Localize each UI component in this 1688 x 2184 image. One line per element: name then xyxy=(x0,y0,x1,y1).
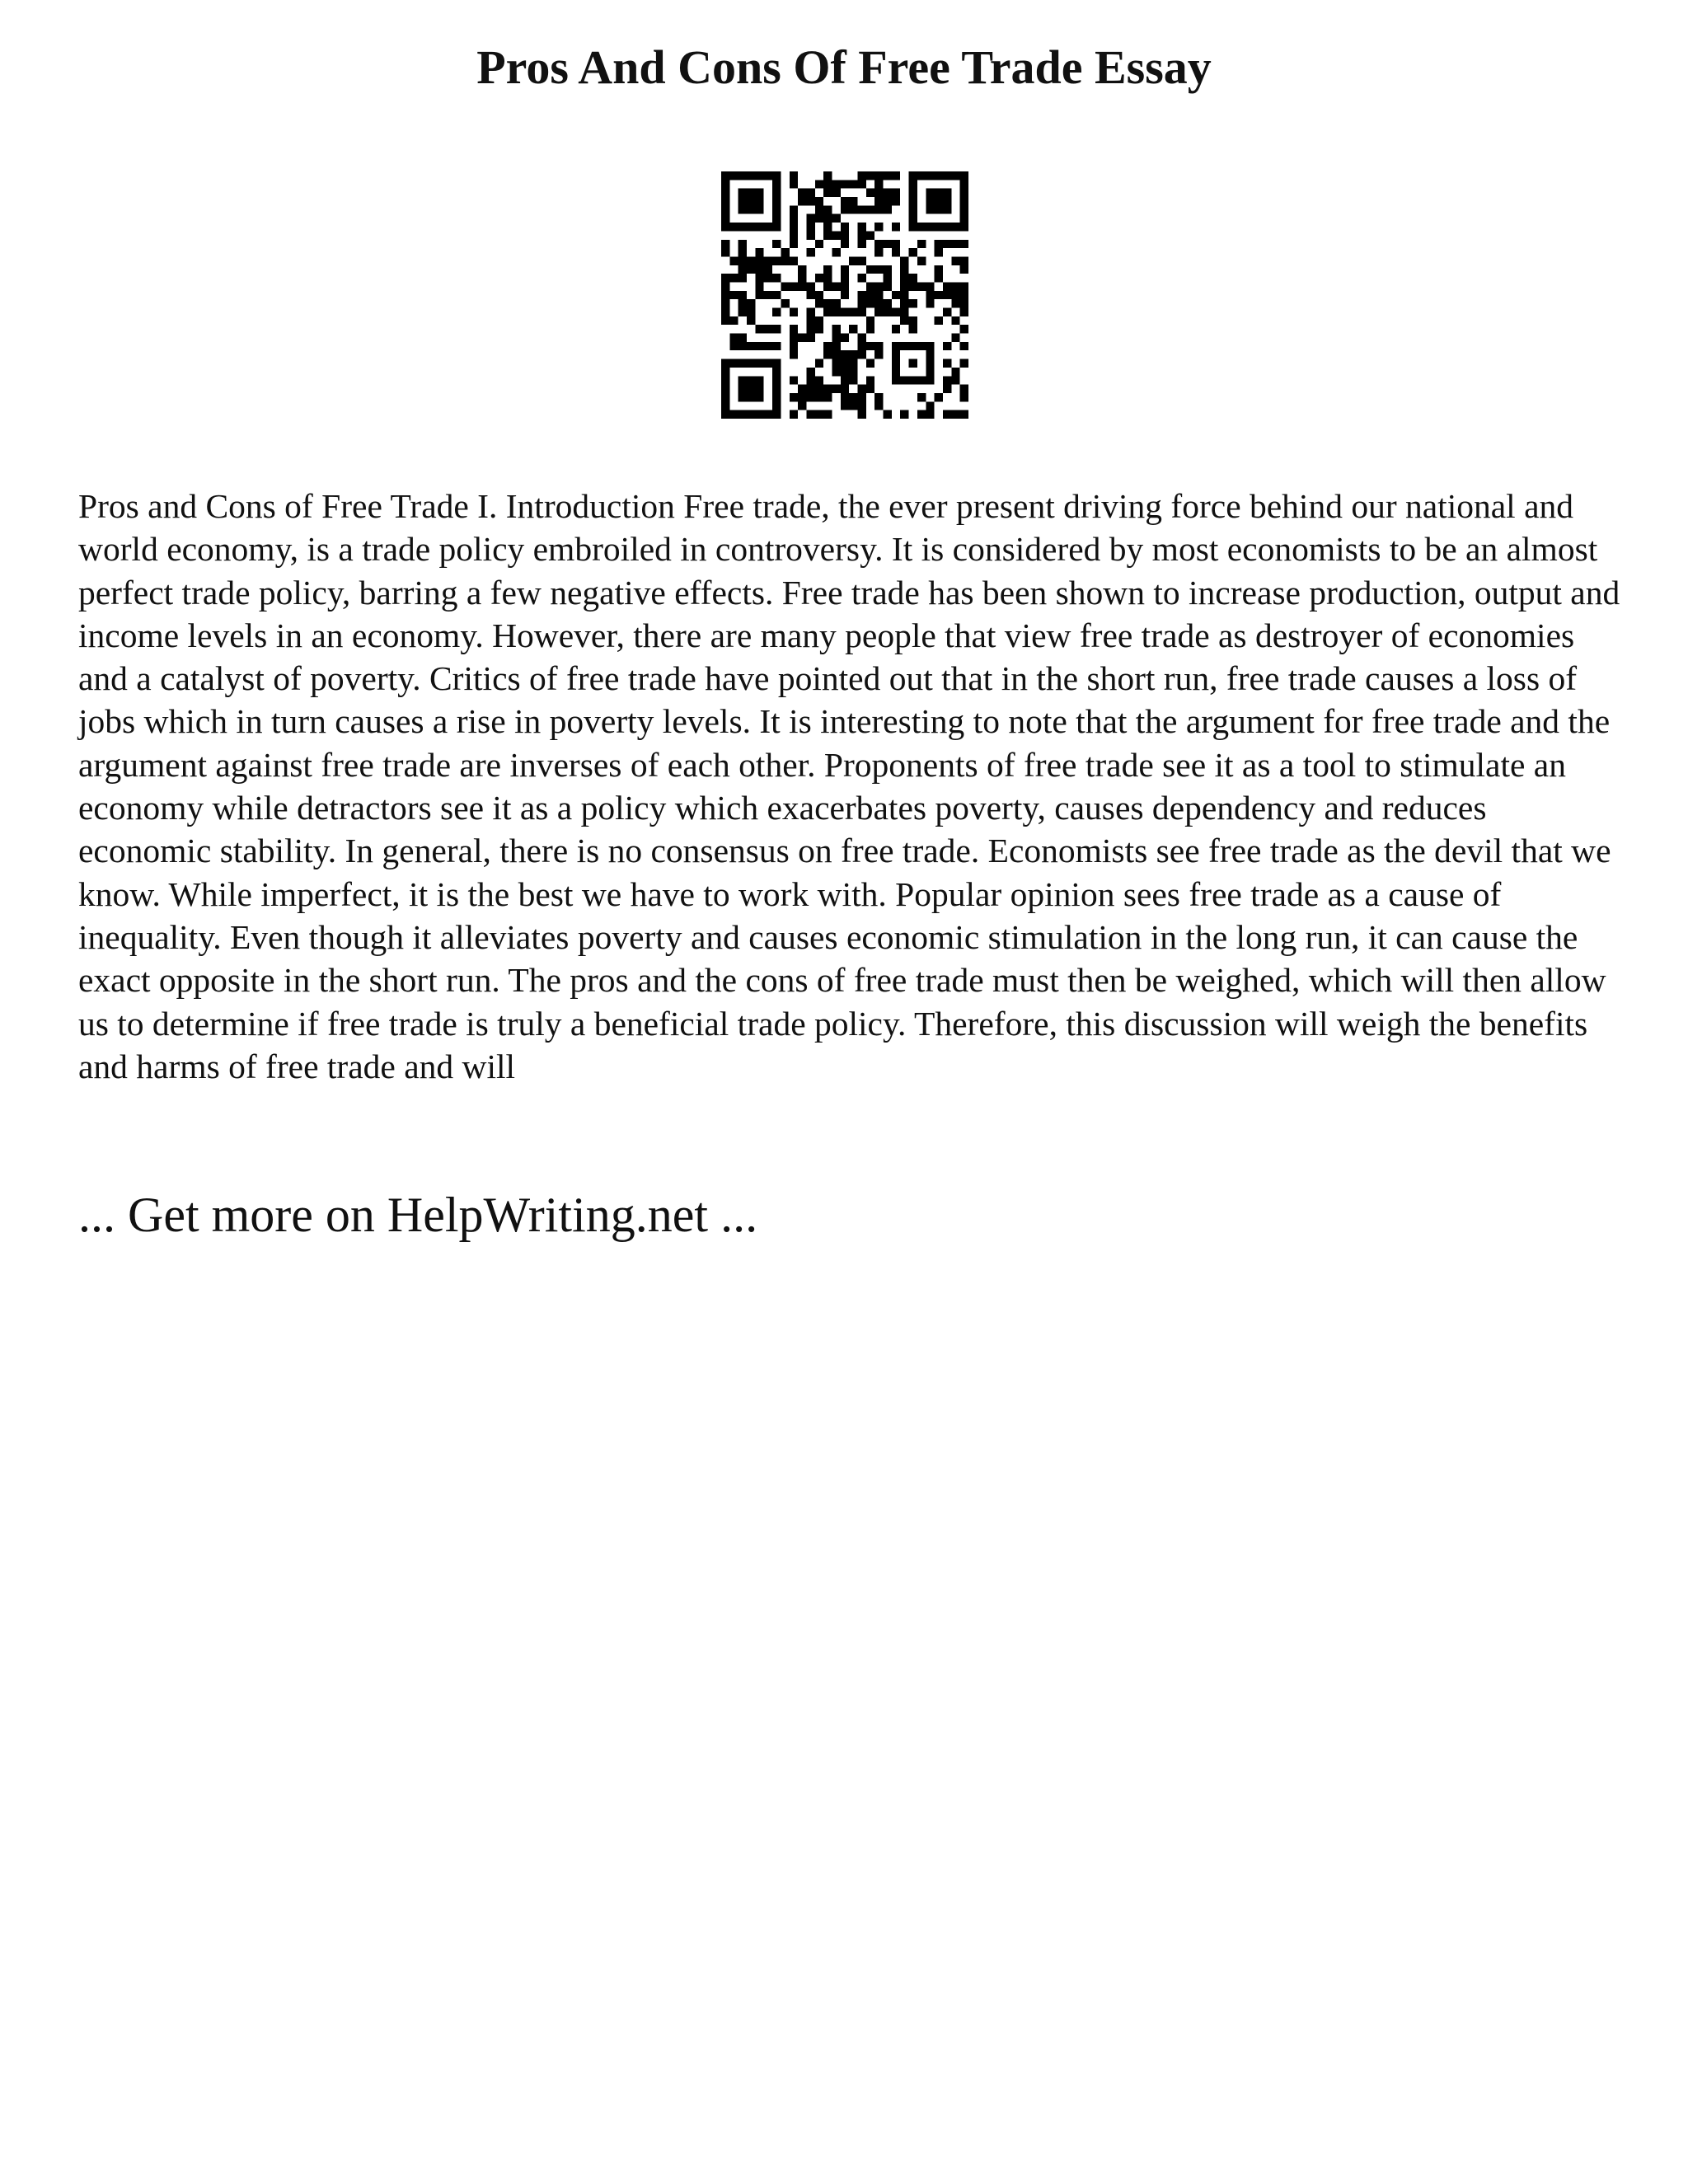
page-title: Pros And Cons Of Free Trade Essay xyxy=(476,40,1212,94)
qr-code-icon xyxy=(721,171,968,419)
essay-body: Pros and Cons of Free Trade I. Introduction Free trade, the ever present driving force behind our national and world economy, is a trade policy embroiled in controversy. It is considered by most economists to be an almost perfect trade policy, barring a few negative effects. Free trade has been shown to increase production, output and income levels in an economy. However, there are many people that view free trade as destroyer of economies and a catalyst of poverty. Critics of free trade have pointed out that in the short run, free trade causes a loss of jobs which in turn causes a rise in poverty levels. It is interesting to note that the argument for free trade and the argument against free trade are inverses of each other. Proponents of free trade see it as a tool to stimulate an economy while detractors see it as a policy which exacerbates poverty, causes dependency and reduces economic stability. In general, there is no consensus on free trade. Economists see free trade as the devil that we know. While imperfect, it is the best we have to work with. Popular opinion sees free trade as a cause of inequality. Even though it alleviates poverty and causes economic stimulation in the long run, it can cause the exact opposite in the short run. The pros and the cons of free trade must then be weighed, which will then allow us to determine if free trade is truly a beneficial trade policy. Therefore, this discussion will weigh the benefits and harms of free trade and will xyxy=(78,487,1620,1085)
get-more-link[interactable]: ... Get more on HelpWriting.net ... xyxy=(78,1188,758,1242)
